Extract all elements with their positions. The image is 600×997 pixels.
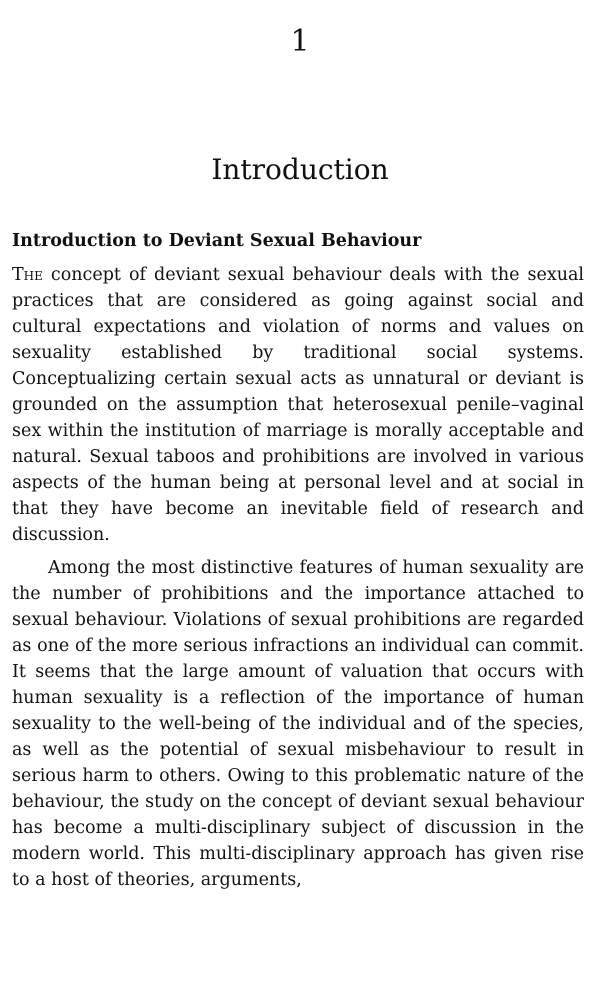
paragraph-1-text: concept of deviant sexual behaviour deals with the sexual practices that are considered as going against social and cultural expectations and violation of norms and values on sexuality established by traditional social systems. Conceptualizing certain sexual acts as unnatural or deviant is grounded on the assumption that heterosexual penile–vaginal sex within the institution of marriage is morally acceptable and natural. Sexual taboos and prohibitions are involved in various aspects of the human being at personal level and at social in that they have become an inevitable field of research and discussion. — [12, 265, 584, 545]
section-heading: Introduction to Deviant Sexual Behaviour — [12, 231, 422, 251]
paragraph-1 — [12, 262, 584, 548]
chapter-title: Introduction — [211, 153, 389, 186]
paragraph-1-lead: The — [12, 265, 43, 285]
paragraph-2: Among the most distinctive features of human sexuality are the number of prohibitions and the importance attached to sexual behaviour. Violations of sexual prohibitions are regarded as one of the more serious infractions an individual can commit. It seems that the large amount of valuation that occurs with human sexuality is a reflection of the importance of human sexuality to the well-being of the individual and of the species, as well as the potential of sexual misbehaviour to result in serious harm to others. Owing to this problematic nature of the behaviour, the study on the concept of deviant sexual behaviour has become a multi-disciplinary subject of discussion in the modern world. This multi-disciplinary approach has given rise to a host of theories, arguments, — [12, 558, 584, 890]
chapter-number: 1 — [290, 24, 310, 59]
body-text — [12, 262, 584, 893]
